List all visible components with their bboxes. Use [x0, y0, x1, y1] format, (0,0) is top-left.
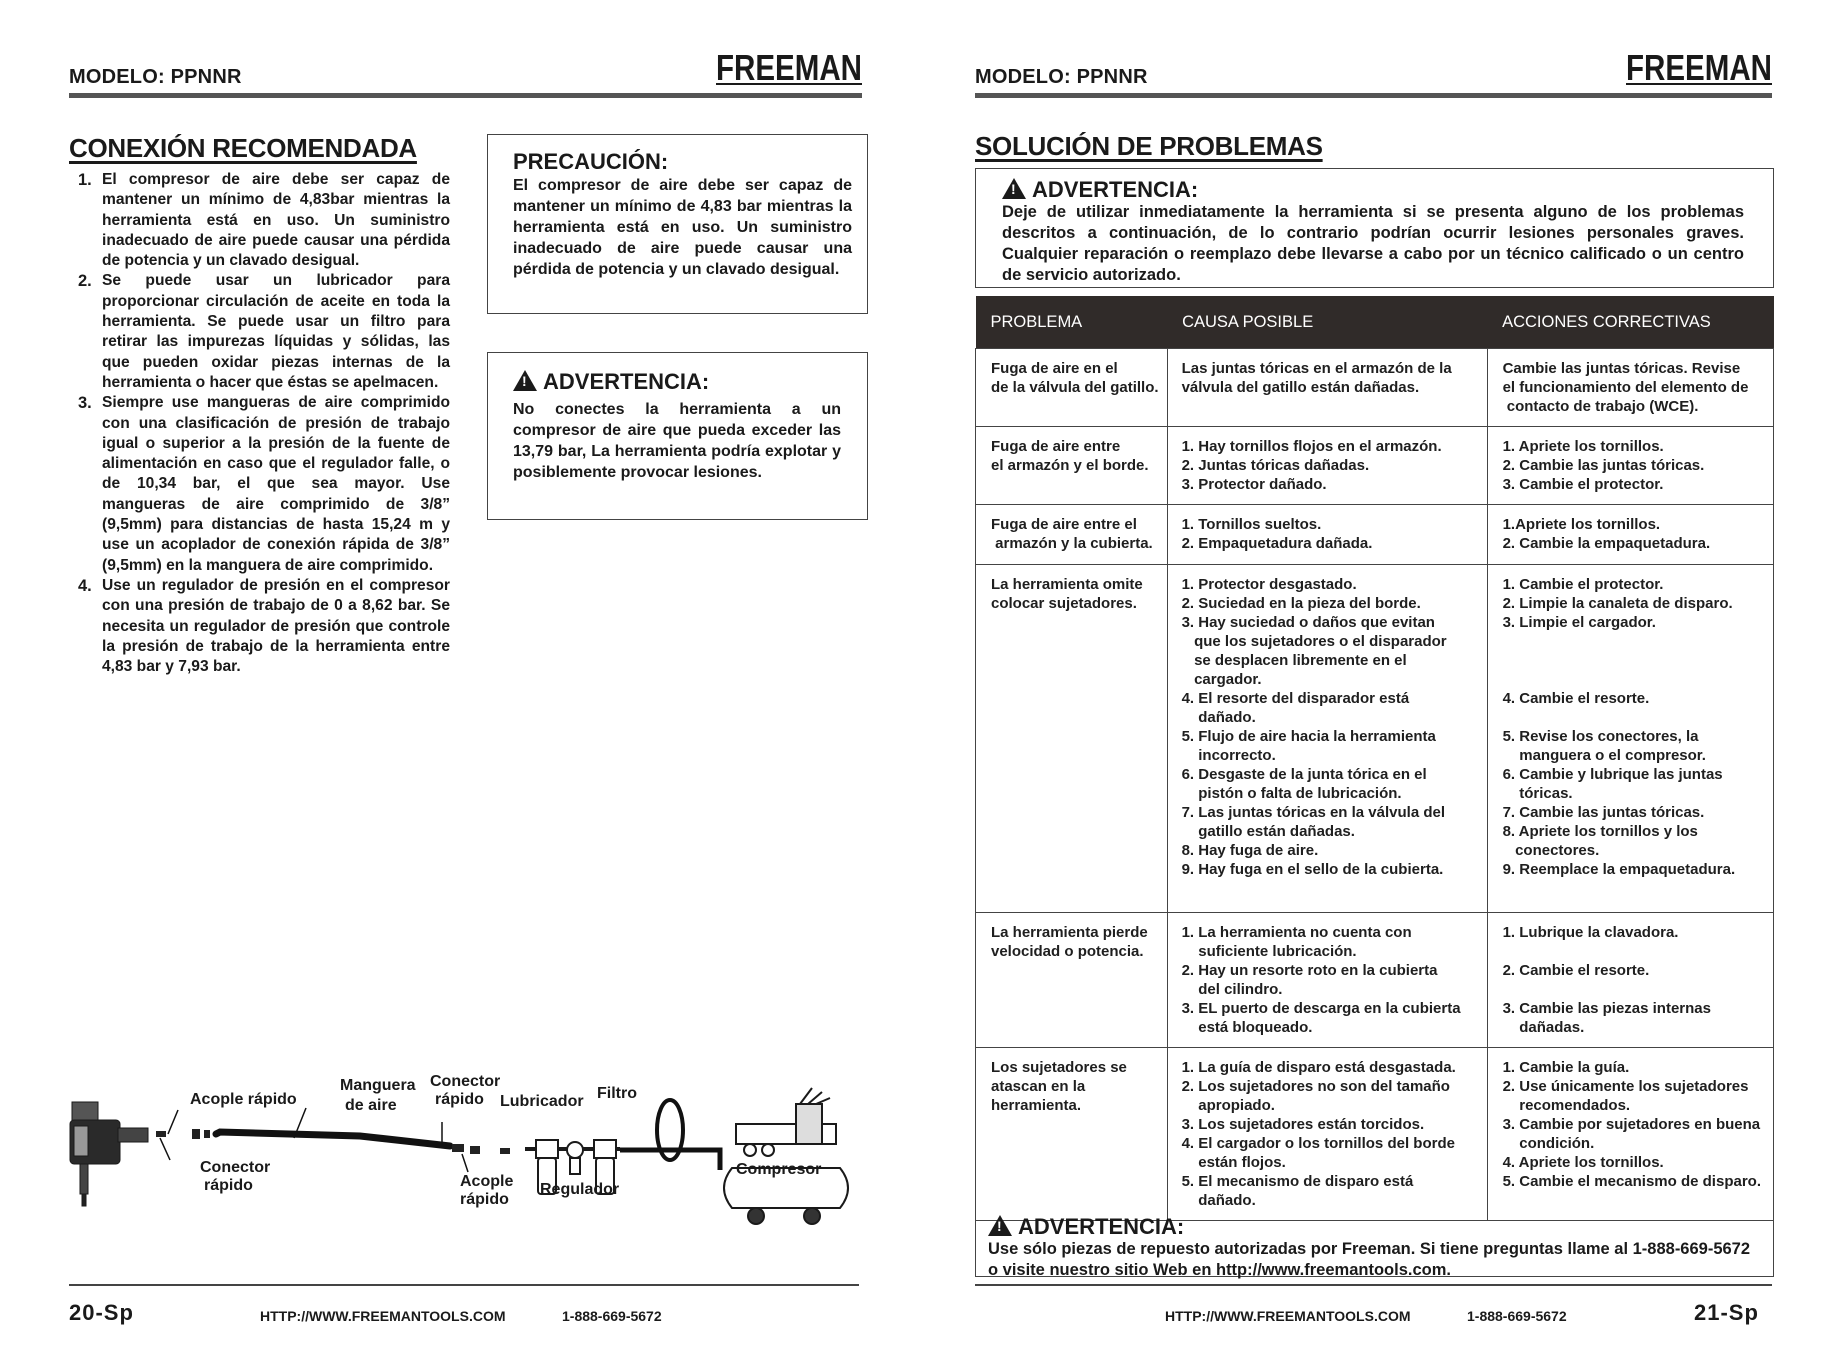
- cell-problema: Fuga de aire entre el armazón y el borde.: [976, 427, 1168, 505]
- cell-problema: Fuga de aire en el de la válvula del gatillo.: [976, 349, 1168, 427]
- list-text: Use un regulador de presión en el compresor con una presión de trabajo de 0 a 8,62 bar. Se necesita un regulador de presión que controle la presión de trabajo de la herramienta entre 4,83 bar y 7,93 bar.: [102, 576, 450, 676]
- warning-text: No conectes la herramienta a un compresor de aire que pueda exceder las 13,79 bar, La herramienta podría explotar y posiblemente provocar lesiones.: [513, 401, 841, 481]
- table-header-row: [976, 296, 1774, 349]
- list-number: 1.: [78, 171, 92, 189]
- logo-text: FREEMAN: [1626, 47, 1772, 88]
- list-text: Se puede usar un lubricador para proporcionar circulación de aceite en toda la herramienta. Se puede usar un filtro para retirar las impurezas líquidas y sólidas, las que pueden oxidar piezas internas de la herramienta o hacer que éstas se apelmacen.: [102, 272, 450, 391]
- list-number: 2.: [78, 272, 92, 291]
- nailer-icon: [70, 1102, 148, 1206]
- connection-diagram: [60, 1068, 860, 1230]
- header-acciones: ACCIONES CORRECTIVAS: [1487, 296, 1773, 349]
- label-acople-2: Acople: [460, 1173, 514, 1190]
- cell-causa: 1. Tornillos sueltos. 2. Empaquetadura dañada.: [1167, 505, 1487, 565]
- warning-icon: [988, 1215, 1012, 1236]
- list-item: [78, 393, 450, 576]
- precaution-box: [487, 134, 868, 314]
- quick-coupler-icon: [156, 1129, 210, 1139]
- precaution-text: El compresor de aire debe ser capaz de mantener un mínimo de 4,83 bar mientras la herramienta está en uso. Un suministro inadecuado de aire puede causar una pérdida de potencia y un clavado desigual.: [513, 177, 852, 278]
- section-title: SOLUCIÓN DE PROBLEMAS: [975, 131, 1323, 161]
- table-row: [976, 427, 1774, 505]
- cell-problema: Los sujetadores se atascan en la herramienta.: [976, 1048, 1168, 1221]
- cell-problema: Fuga de aire entre el armazón y la cubierta.: [976, 505, 1168, 565]
- cell-causa: 1. La guía de disparo está desgastada. 2. Los sujetadores no son del tamaño apropiado. 3. Los sujetadores están torcidos. 4. El cargador o los tornillos del borde están flojos. 5. El mecanismo de disparo está dañado.: [1167, 1048, 1487, 1221]
- table-row: [976, 565, 1774, 913]
- warning-title: !ADVERTENCIA:: [988, 1214, 1184, 1240]
- list-text: El compresor de aire debe ser capaz de mantener un mínimo de 4,83bar mientras la herramienta está en uso. Un suministro inadecuado de aire puede causar una pérdida de potencia y un clavado desigual.: [102, 171, 450, 270]
- warning-box: [487, 352, 868, 520]
- warning-box-top: [975, 168, 1774, 288]
- footer-url: HTTP://WWW.FREEMANTOOLS.COM: [1165, 1308, 1411, 1324]
- label-manguera: Manguera: [340, 1077, 416, 1094]
- list-number: 3.: [78, 394, 92, 413]
- label-regulador: Regulador: [540, 1181, 620, 1198]
- label-conector-bottom: Conector: [200, 1159, 271, 1176]
- table-row: [976, 349, 1774, 427]
- warning-text: Use sólo piezas de repuesto autorizadas por Freeman. Si tiene preguntas llame al 1-888-669-5672 o visite nuestro sitio Web en http://www.freemantools.com.: [988, 1240, 1751, 1279]
- cell-accion: 1. Lubrique la clavadora. 2. Cambie el resorte. 3. Cambie las piezas internas dañadas.: [1487, 913, 1773, 1048]
- cell-problema: La herramienta pierde velocidad o potencia.: [976, 913, 1168, 1048]
- freeman-logo: [716, 48, 862, 86]
- footer-phone: 1-888-669-5672: [1467, 1308, 1567, 1324]
- label-filtro: Filtro: [597, 1085, 637, 1102]
- cell-accion: 1. Apriete los tornillos. 2. Cambie las juntas tóricas. 3. Cambie el protector.: [1487, 427, 1773, 505]
- page-number: 21-Sp: [1694, 1300, 1759, 1325]
- right-page: [917, 0, 1834, 1362]
- footer-rule: [69, 1284, 859, 1286]
- cell-accion: 1. Cambie el protector. 2. Limpie la canaleta de disparo. 3. Limpie el cargador. 4. Cambie el resorte. 5. Revise los conectores, la manguera o el compresor. 6. Cambie y lubrique las juntas tóricas. 7. Cambie las juntas tóricas. 8. Apriete los tornillos y los conectores. 9. Reemplace la empaquetadura.: [1487, 565, 1773, 913]
- warning-title: !ADVERTENCIA:: [513, 369, 709, 395]
- freeman-logo: [1626, 48, 1772, 86]
- header-rule: [69, 93, 862, 98]
- cell-causa: 1. Hay tornillos flojos en el armazón. 2. Juntas tóricas dañadas. 3. Protector dañado.: [1167, 427, 1487, 505]
- cell-causa: Las juntas tóricas en el armazón de la válvula del gatillo están dañadas.: [1167, 349, 1487, 427]
- cell-causa: 1. La herramienta no cuenta con suficiente lubricación. 2. Hay un resorte roto en la cubierta del cilindro. 3. EL puerto de descarga en la cubierta está bloqueado.: [1167, 913, 1487, 1048]
- compressor-icon: [724, 1088, 848, 1224]
- header-problema: PROBLEMA: [976, 296, 1168, 349]
- cell-accion: 1.Apriete los tornillos. 2. Cambie la empaquetadura.: [1487, 505, 1773, 565]
- model-label: MODELO: PPNNR: [975, 66, 1148, 88]
- table-row: [976, 1048, 1774, 1221]
- list-item: [78, 576, 450, 677]
- cell-accion: 1. Cambie la guía. 2. Use únicamente los sujetadores recomendados. 3. Cambie por sujetadores en buena condición. 4. Apriete los tornillos. 5. Cambie el mecanismo de disparo.: [1487, 1048, 1773, 1221]
- header-causa: CAUSA POSIBLE: [1167, 296, 1487, 349]
- cell-problema: La herramienta omite colocar sujetadores.: [976, 565, 1168, 913]
- table-row: [976, 913, 1774, 1048]
- list-item: [78, 271, 450, 393]
- troubleshooting-table: [975, 296, 1774, 1221]
- footer-url: HTTP://WWW.FREEMANTOOLS.COM: [260, 1308, 506, 1324]
- label-rapido-2: rápido: [460, 1191, 509, 1208]
- quick-connector-icon: [452, 1144, 510, 1154]
- warning-icon: [513, 370, 537, 391]
- air-hose: [216, 1132, 450, 1146]
- precaution-title: PRECAUCIÓN:: [513, 149, 669, 174]
- warning-text: Deje de utilizar inmediatamente la herramienta si se presenta alguno de los problemas descritos a continuación, de lo contrario podrían ocurrir lesiones personales graves. Cualquier reparación o reemplazo debe llevarse a cabo por un técnico calificado o un centro de servicio autorizado.: [1002, 203, 1744, 284]
- footer-rule: [975, 1284, 1772, 1286]
- label-rapido-bottom: rápido: [204, 1177, 253, 1194]
- label-acople-rapido: Acople rápido: [190, 1091, 297, 1108]
- recommendation-list: [78, 170, 450, 677]
- cell-accion: Cambie las juntas tóricas. Revise el funcionamiento del elemento de contacto de trabajo (WCE).: [1487, 349, 1773, 427]
- warning-title: !ADVERTENCIA:: [1002, 177, 1198, 203]
- warning-icon: [1002, 178, 1026, 199]
- list-item: [78, 170, 450, 271]
- header-rule: [975, 93, 1772, 98]
- cell-causa: 1. Protector desgastado. 2. Suciedad en la pieza del borde. 3. Hay suciedad o daños que evitan que los sujetadores o el disparador se desplacen libremente en el cargador. 4. El resorte del disparador está dañado. 5. Flujo de aire hacia la herramienta incorrecto. 6. Desgaste de la junta tórica en el pistón o falta de lubricación. 7. Las juntas tóricas en la válvula del gatillo están dañadas. 8. Hay fuga de aire. 9. Hay fuga en el sello de la cubierta.: [1167, 565, 1487, 913]
- label-rapido-top: rápido: [435, 1091, 484, 1108]
- page-number: 20-Sp: [69, 1300, 134, 1325]
- logo-text: FREEMAN: [716, 47, 862, 88]
- model-label: MODELO: PPNNR: [69, 66, 242, 88]
- warning-box-bottom: [975, 1208, 1774, 1277]
- table-row: [976, 505, 1774, 565]
- list-text: Siempre use mangueras de aire comprimido con una clasificación de presión de trabajo igual o superior a la presión de la fuente de alimentación en caso que el regulador falle, o de 10,34 bar, el que sea mayor. Use mangueras de aire comprimido de 3/8” (9,5mm) para distancias de hasta 15,24 m y use un acoplador de conexión rápida de 3/8” (9,5mm) en la manguera de aire comprimido.: [102, 394, 450, 574]
- label-conector-top: Conector: [430, 1073, 501, 1090]
- list-number: 4.: [78, 576, 92, 595]
- footer-phone: 1-888-669-5672: [562, 1308, 662, 1324]
- section-title: CONEXIÓN RECOMENDADA: [69, 133, 417, 163]
- label-lubricador: Lubricador: [500, 1093, 584, 1110]
- label-compresor: Compresor: [736, 1161, 822, 1178]
- label-de-aire: de aire: [345, 1097, 397, 1114]
